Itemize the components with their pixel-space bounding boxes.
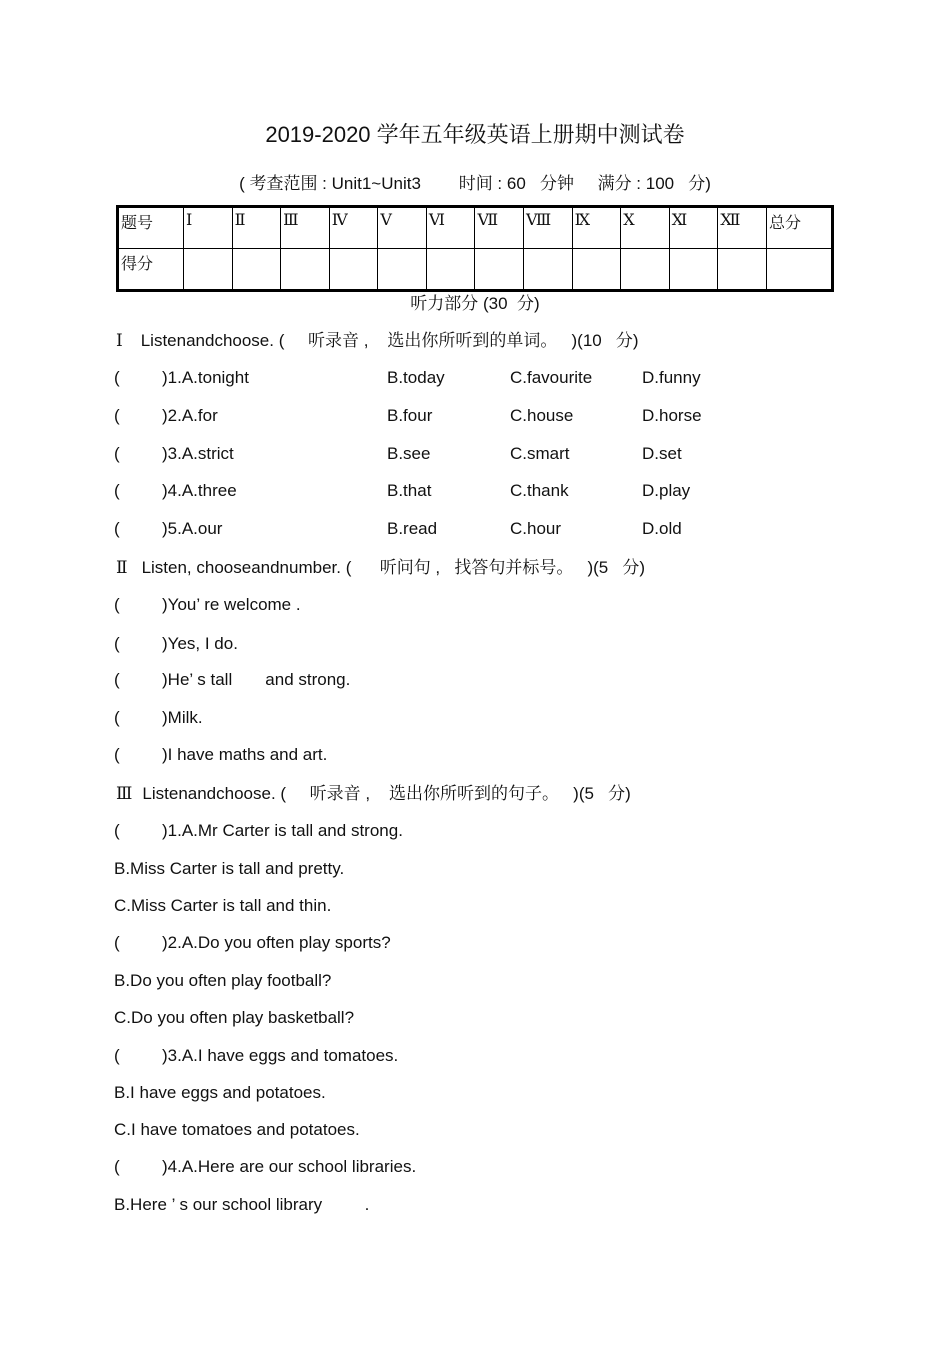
option-c: C.hour [510, 519, 562, 538]
answer-paren: ( [114, 595, 120, 614]
option-a: )3.A.strict [162, 444, 234, 463]
section1-heading [116, 330, 639, 352]
answer-paren: ( [114, 670, 120, 689]
sentence-option: )1.A.Mr Carter is tall and strong. [162, 821, 403, 840]
row-label: 得分 [118, 249, 184, 291]
section1-instruction: Listenandchoose. ( 听录音 , 选出你所听到的单词。 )(10 分) [140, 331, 639, 350]
question-paren: ( [114, 1046, 120, 1065]
score-cell [426, 249, 475, 291]
page-title: 2019-2020 学年五年级英语上册期中测试卷 [265, 122, 685, 147]
option-b: B.four [387, 406, 433, 425]
header-cell: Ⅷ [524, 207, 573, 249]
answer-text: )You’ re welcome . [162, 595, 301, 614]
header-cell: Ⅶ [475, 207, 524, 249]
option-d: D.set [642, 444, 682, 463]
score-cell [524, 249, 573, 291]
option-c: C.smart [510, 444, 570, 463]
section1-numeral: Ⅰ [116, 331, 123, 350]
score-cell [281, 249, 330, 291]
section3-instruction: Listenandchoose. ( 听录音 , 选出你所听到的句子。 )(5 分) [142, 784, 631, 803]
listening-section-header: 听力部分 (30 分) [410, 294, 540, 313]
section3-heading [116, 783, 631, 805]
option-c: C.house [510, 406, 574, 425]
question-paren: ( [114, 519, 120, 538]
header-cell: 总分 [767, 207, 833, 249]
header-cell: Ⅱ [232, 207, 281, 249]
option-d: D.horse [642, 406, 702, 425]
score-table-header-row [118, 207, 833, 249]
answer-paren: ( [114, 745, 120, 764]
question-paren: ( [114, 821, 120, 840]
score-cell [329, 249, 378, 291]
header-cell: Ⅲ [281, 207, 330, 249]
header-cell: Ⅸ [572, 207, 621, 249]
sentence-option: )3.A.I have eggs and tomatoes. [162, 1046, 399, 1065]
score-table-score-row [118, 249, 833, 291]
sentence-option: B.Do you often play football? [114, 971, 332, 990]
question-paren: ( [114, 933, 120, 952]
score-cell [718, 249, 767, 291]
score-cell [475, 249, 524, 291]
answer-text: )Milk. [162, 708, 203, 727]
score-cell [669, 249, 718, 291]
question-paren: ( [114, 444, 120, 463]
answer-text: )He’ s tall and strong. [162, 670, 351, 689]
section2-heading [116, 557, 645, 579]
answer-paren: ( [114, 708, 120, 727]
question-paren: ( [114, 1157, 120, 1176]
score-cell [232, 249, 281, 291]
sentence-option: C.Do you often play basketball? [114, 1008, 355, 1027]
option-a: )1.A.tonight [162, 368, 249, 387]
header-cell: 题号 [118, 207, 184, 249]
option-c: C.favourite [510, 368, 593, 387]
option-d: D.play [642, 481, 691, 500]
header-cell: Ⅴ [378, 207, 427, 249]
score-cell [572, 249, 621, 291]
header-cell: Ⅺ [669, 207, 718, 249]
option-b: B.see [387, 444, 431, 463]
exam-info: ( 考查范围 : Unit1~Unit3 时间 : 60 分钟 满分 : 100 分) [239, 174, 711, 193]
sentence-option: B.Miss Carter is tall and pretty. [114, 859, 345, 878]
header-cell: Ⅰ [184, 207, 233, 249]
sentence-option: C.I have tomatoes and potatoes. [114, 1120, 360, 1139]
section2-numeral: Ⅱ [116, 558, 128, 577]
score-cell [184, 249, 233, 291]
sentence-option: )2.A.Do you often play sports? [162, 933, 391, 952]
section2-instruction: Listen, chooseandnumber. ( 听问句 , 找答句并标号。 )(5 分) [141, 558, 646, 577]
header-cell: Ⅻ [718, 207, 767, 249]
sentence-option: )4.A.Here are our school libraries. [162, 1157, 417, 1176]
option-d: D.old [642, 519, 682, 538]
score-cell [378, 249, 427, 291]
answer-paren: ( [114, 634, 120, 653]
score-table [116, 205, 834, 292]
score-cell [621, 249, 670, 291]
option-b: B.today [387, 368, 445, 387]
header-cell: Ⅳ [329, 207, 378, 249]
option-a: )4.A.three [162, 481, 237, 500]
section3-numeral: Ⅲ [116, 784, 133, 803]
option-c: C.thank [510, 481, 569, 500]
question-paren: ( [114, 406, 120, 425]
option-b: B.that [387, 481, 432, 500]
header-cell: Ⅹ [621, 207, 670, 249]
answer-text: )Yes, I do. [162, 634, 238, 653]
option-a: )2.A.for [162, 406, 218, 425]
sentence-option: C.Miss Carter is tall and thin. [114, 896, 332, 915]
header-cell: Ⅵ [426, 207, 475, 249]
answer-text: )I have maths and art. [162, 745, 328, 764]
sentence-option: B.I have eggs and potatoes. [114, 1083, 326, 1102]
score-cell [767, 249, 833, 291]
option-b: B.read [387, 519, 438, 538]
question-paren: ( [114, 481, 120, 500]
option-d: D.funny [642, 368, 701, 387]
sentence-option: B.Here ’ s our school library . [114, 1195, 370, 1214]
question-paren: ( [114, 368, 120, 387]
option-a: )5.A.our [162, 519, 223, 538]
